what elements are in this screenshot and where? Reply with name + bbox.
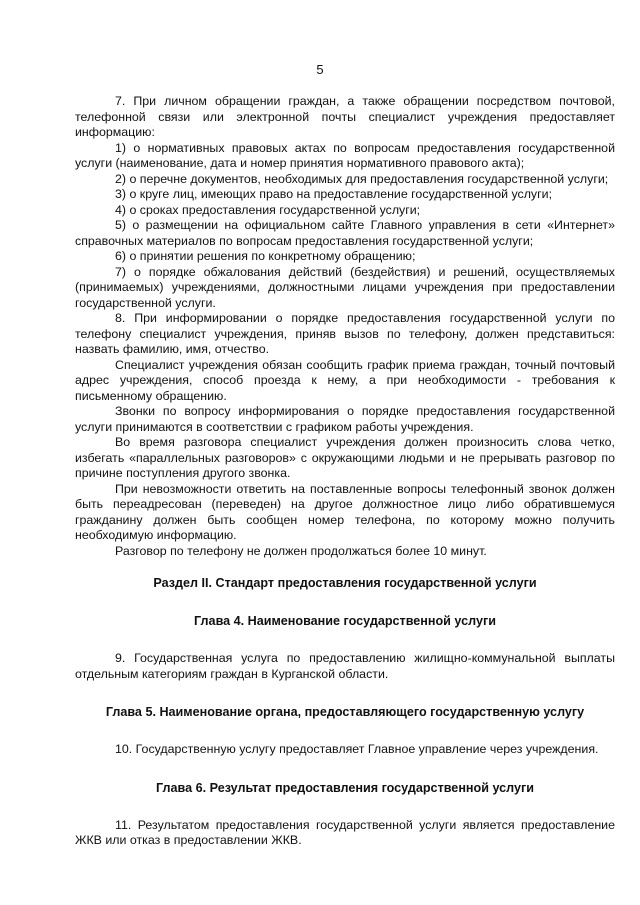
chapter-6-heading: Глава 6. Результат предоставления государственной услуги — [156, 780, 534, 795]
paragraph-7: 7. При личном обращении граждан, а также обращении посредством почтовой, телефонной связи или электронной почты специалист учреждения предоставляет информацию: — [75, 94, 615, 139]
list-item-5: 5) о размещении на официальном сайте Главного управления в сети «Интернет» справочных материалов по вопросам предоставления государственной услуги; — [75, 218, 615, 248]
chapter-4-heading: Глава 4. Наименование государственной услуги — [194, 614, 496, 628]
list-item-3: 3) о круге лиц, имеющих право на предоставление государственной услуги; — [115, 187, 553, 201]
paragraph-10: 10. Государственную услугу предоставляет Главное управление через учреждения. — [115, 742, 599, 756]
paragraph-calls: Звонки по вопросу информирования о порядке предоставления государственной услуги принимаются в соответствии с графиком работы учреждения. — [75, 404, 615, 434]
document-body — [75, 94, 615, 849]
paragraph-conversation: Во время разговора специалист учреждения должен произносить слова четко, избегать «параллельных разговоров» с окружающими людьми и не прерывать разговор по причине поступления другого звонка. — [75, 435, 615, 480]
chapter-5-heading: Глава 5. Наименование органа, предоставляющего государственную услугу — [105, 705, 585, 719]
paragraph-9: 9. Государственная услуга по предоставлению жилищно-коммунальной выплаты отдельным категориям граждан в Курганской области. — [75, 651, 615, 681]
list-item-7: 7) о порядке обжалования действий (бездействия) и решений, осуществляемых (принимаемых) учреждениями, должностными лицами учреждения при предоставлении государственной услуги. — [75, 264, 615, 310]
paragraph-duration: Разговор по телефону не должен продолжаться более 10 минут. — [115, 543, 487, 558]
paragraph-8: 8. При информировании о порядке предоставления государственной услуги по телефону специалист учреждения, приняв вызов по телефону, должен представиться: назвать фамилию, имя, отчество. — [75, 311, 615, 356]
paragraph-11: 11. Результатом предоставления государственной услуги является предоставление ЖКВ или отказ в предоставлении ЖКВ. — [75, 817, 615, 847]
list-item-4: 4) о сроках предоставления государственной услуги; — [115, 202, 421, 217]
list-item-6: 6) о принятии решения по конкретному обращению; — [115, 249, 416, 263]
paragraph-schedule: Специалист учреждения обязан сообщить график приема граждан, точный почтовый адрес учреждения, способ проезда к нему, а при необходимости - требования к письменному обращению. — [75, 357, 615, 403]
list-item-2: 2) о перечне документов, необходимых для предоставления государственной услуги; — [115, 171, 609, 186]
paragraph-redirect: При невозможности ответить на поставленные вопросы телефонный звонок должен быть переадресован (переведен) на другое должностное лицо либо обратившемуся гражданину должен быть сообщен номер телефона, по которому можно получить необходимую информацию. — [75, 481, 615, 542]
section-2-heading: Раздел II. Стандарт предоставления государственной услуги — [153, 576, 537, 590]
list-item-1: 1) о нормативных правовых актах по вопросам предоставления государственной услуги (наименование, дата и номер принятия нормативного правового акта); — [75, 140, 615, 170]
page-number: 5 — [316, 62, 324, 77]
